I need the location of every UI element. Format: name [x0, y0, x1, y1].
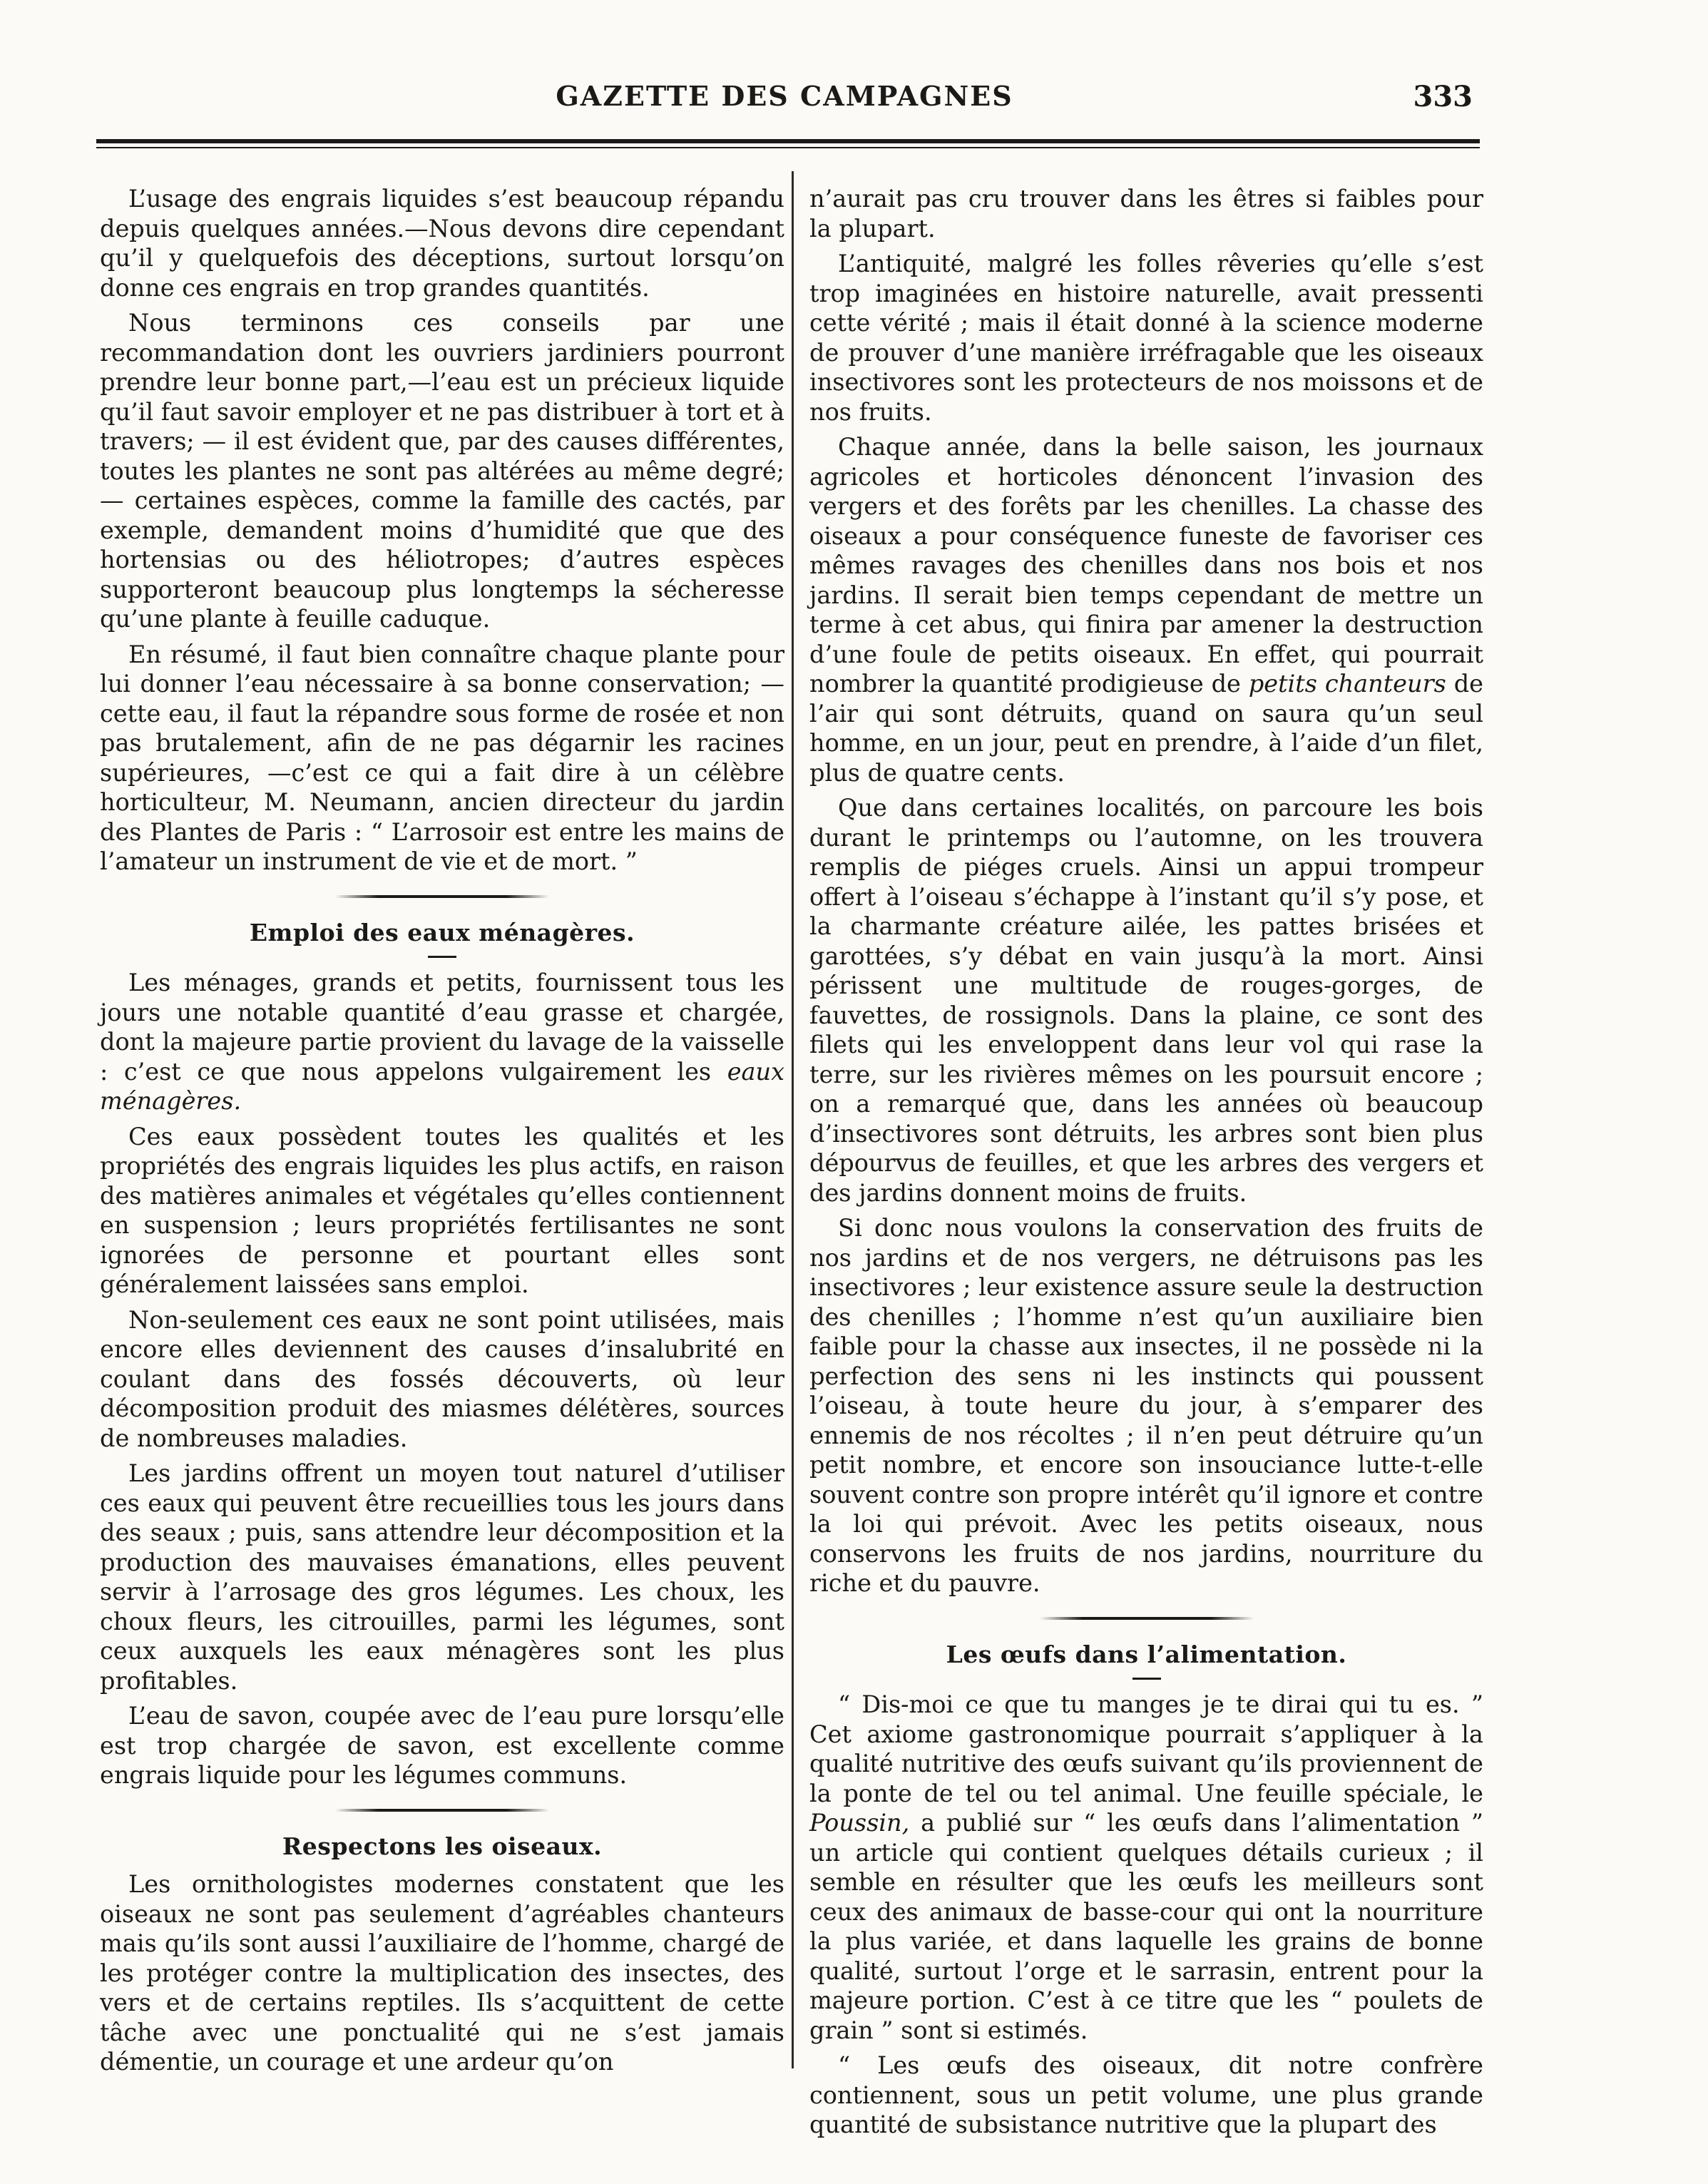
paragraph-text: a publié sur “ les œufs dans l’alimentation ” un article qui contient quelques détails curieux ; il semble en résulter que les œufs les meilleurs sont ceux des animaux de basse-cour qui ont la nourriture la plus variée, et dans laquelle les grains de bonne qualité, surtout l’orge et le sarrasin, entrent pour la majeure portion. C’est à ce titre que les “ poulets de grain ” sont si estimés. [809, 1809, 1483, 2044]
paragraph [809, 432, 1483, 787]
heading-underline [1132, 1678, 1161, 1680]
section-divider [1040, 1617, 1254, 1620]
paragraph: L’antiquité, malgré les folles rêveries qu’elle s’est trop imaginées en histoire naturelle, avait pressenti cette vérité ; mais il était donné à la science moderne de prouver d’une manière irréfragable que les oiseaux insectivores sont les protecteurs de nos moissons et de nos fruits. [809, 250, 1483, 426]
paragraph: Que dans certaines localités, on parcoure les bois durant le printemps ou l’automne, on les trouvera remplis de piéges cruels. Ainsi un appui trompeur offert à l’oiseau s’échappe à l’instant qu’il s’y pose, et la charmante créature ailée, les pattes brisées et garottées, s’y débat en vain jusqu’à la mort. Ainsi périssent une multitude de rouges-gorges, de fauvettes, de rossignols. Dans la plaine, ce sont des filets qui les enveloppent dans leur vol qui rase la terre, sur les rivières mêmes on les poursuit encore ; on a remarqué que, dans les années où beaucoup d’insectivores sont détruits, les arbres sont bien plus dépourvus de feuilles, et que les arbres des vergers et des jardins donnent moins de fruits. [809, 794, 1483, 1207]
paragraph: Les jardins offrent un moyen tout naturel d’utiliser ces eaux qui peuvent être recueillies tous les jours dans des seaux ; puis, sans attendre leur décomposition et la production des mauvaises émanations, elles peuvent servir à l’arrosage des gros légumes. Les choux, les choux fleurs, les citrouilles, parmi les légumes, sont ceux auxquels les eaux ménagères sont les plus profitables. [100, 1459, 784, 1695]
paragraph-text: “ Dis-moi ce que tu manges je te dirai qui tu es. ” Cet axiome gastronomique pourrait s’appliquer à la qualité nutritive des œufs suivant qu’ils proviennent de la ponte de tel ou tel animal. Une feuille spéciale, le [809, 1690, 1483, 1807]
header-rule-thin [96, 147, 1480, 148]
section-heading: Emploi des eaux ménagères. [249, 918, 635, 946]
section-divider [335, 1809, 549, 1812]
paragraph-text: de l’air qui sont détruits, quand on saura qu’un seul homme, en un jour, peut en prendre, à l’aide d’un filet, plus de quatre cents. [809, 670, 1484, 787]
paragraph: Les ornithologistes modernes constatent que les oiseaux ne sont pas seulement d’agréables chanteurs mais qu’ils sont aussi l’auxiliaire de l’homme, chargé de les protéger contre la multiplication des insectes, des vers et de certains reptiles. Ils s’acquittent de cette tâche avec une ponctualité qui ne s’est jamais démentie, un courage et une ardeur qu’on [100, 1870, 784, 2076]
paragraph: L’eau de savon, coupée avec de l’eau pure lorsqu’elle est trop chargée de savon, est excellente comme engrais liquide pour les légumes communs. [100, 1702, 784, 1789]
paragraph: L’usage des engrais liquides s’est beaucoup répandu depuis quelques années.—Nous devons dire cependant qu’il y quelquefois des déceptions, surtout lorsqu’on donne ces engrais en trop grandes quantités. [100, 185, 784, 302]
page-header-title: GAZETTE DES CAMPAGNES [556, 80, 1013, 112]
heading-underline [428, 956, 456, 958]
italic-term: eaux ménagères. [100, 1057, 784, 1115]
paragraph: Non-seulement ces eaux ne sont point utilisées, mais encore elles deviennent des causes d’insalubrité en coulant dans des fossés découverts, où leur décomposition produit des miasmes délétères, sources de nombreuses maladies. [100, 1305, 784, 1452]
section-heading: Les œufs dans l’alimentation. [946, 1640, 1347, 1668]
right-column [809, 184, 1483, 2145]
section-heading: Respectons les oiseaux. [282, 1832, 603, 1860]
paragraph: Nous terminons ces conseils par une recommandation dont les ouvriers jardiniers pourront prendre leur bonne part,—l’eau est un précieux liquide qu’il faut savoir employer et ne pas distribuer à tort et à travers; — il est évident que, par des causes différentes, toutes les plantes ne sont pas altérées au même degré; — certaines espèces, comme la famille des cactés, par exemple, demandent moins d’humidité que que des hortensias ou des héliotropes; d’autres espèces supporteront beaucoup plus longtemps la sécheresse qu’une plante à feuille caduque. [100, 309, 784, 633]
column-divider [792, 171, 794, 2068]
paragraph: Si donc nous voulons la conservation des fruits de nos jardins et de nos vergers, ne détruisons pas les insectivores ; leur existence assure seule la destruction des chenilles ; l’homme n’est qu’un auxiliaire bien faible pour la chasse aux insectes, il ne possède ni la perfection des sens ni les instincts qui poussent l’oiseau, à toute heure du jour, à s’emparer des ennemis de nos récoltes ; il n’en peut détruire qu’un petit nombre, et encore son insouciance lutte-t-elle souvent contre son propre intérêt qu’il ignore et contre la loi qui prévoit. Avec les petits oiseaux, nous conservons les fruits de nos jardins, nourriture du riche et du pauvre. [809, 1214, 1483, 1597]
paragraph: n’aurait pas cru trouver dans les êtres si faibles pour la plupart. [809, 185, 1483, 243]
header-rule-thick [96, 139, 1480, 143]
italic-term: petits chanteurs [1248, 670, 1446, 698]
left-column [100, 184, 784, 2083]
paragraph [100, 968, 784, 1116]
paragraph [809, 1690, 1483, 2045]
paragraph: “ Les œufs des oiseaux, dit notre confrère contiennent, sous un petit volume, une plus grande quantité de subsistance nutritive que la plupart des [809, 2051, 1483, 2138]
page-number: 333 [1413, 80, 1473, 113]
italic-term: Poussin, [809, 1809, 910, 1837]
paragraph-text: Les ménages, grands et petits, fournissent tous les jours une notable quantité d’eau grasse et chargée, dont la majeure partie provient du lavage de la vaisselle : c’est ce que nous appelons vulgairement les [100, 969, 784, 1086]
paragraph: En résumé, il faut bien connaître chaque plante pour lui donner l’eau nécessaire à sa bonne conservation; — cette eau, il faut la répandre sous forme de rosée et non pas brutalement, afin de ne pas dégarnir les racines supérieures, —c’est ce qui a fait dire à un célèbre horticulteur, M. Neumann, ancien directeur du jardin des Plantes de Paris : “ L’arrosoir est entre les mains de l’amateur un instrument de vie et de mort. ” [100, 640, 784, 875]
paragraph: Ces eaux possèdent toutes les qualités et les propriétés des engrais liquides les plus actifs, en raison des matières animales et végétales qu’elles contiennent en suspension ; leurs propriétés fertilisantes ne sont ignorées de personne et pourtant elles sont généralement laissées sans emploi. [100, 1122, 784, 1298]
paragraph-text: Chaque année, dans la belle saison, les journaux agricoles et horticoles dénoncent l’invasion des vergers et des forêts par les chenilles. La chasse des oiseaux a pour conséquence funeste de favoriser ces mêmes ravages des chenilles dans nos bois et nos jardins. Il serait bien temps cependant de mettre un terme à cet abus, qui finira par amener la destruction d’une foule de petits oiseaux. En effet, qui pourrait nombrer la quantité prodigieuse de [809, 433, 1483, 698]
section-divider [335, 895, 549, 898]
